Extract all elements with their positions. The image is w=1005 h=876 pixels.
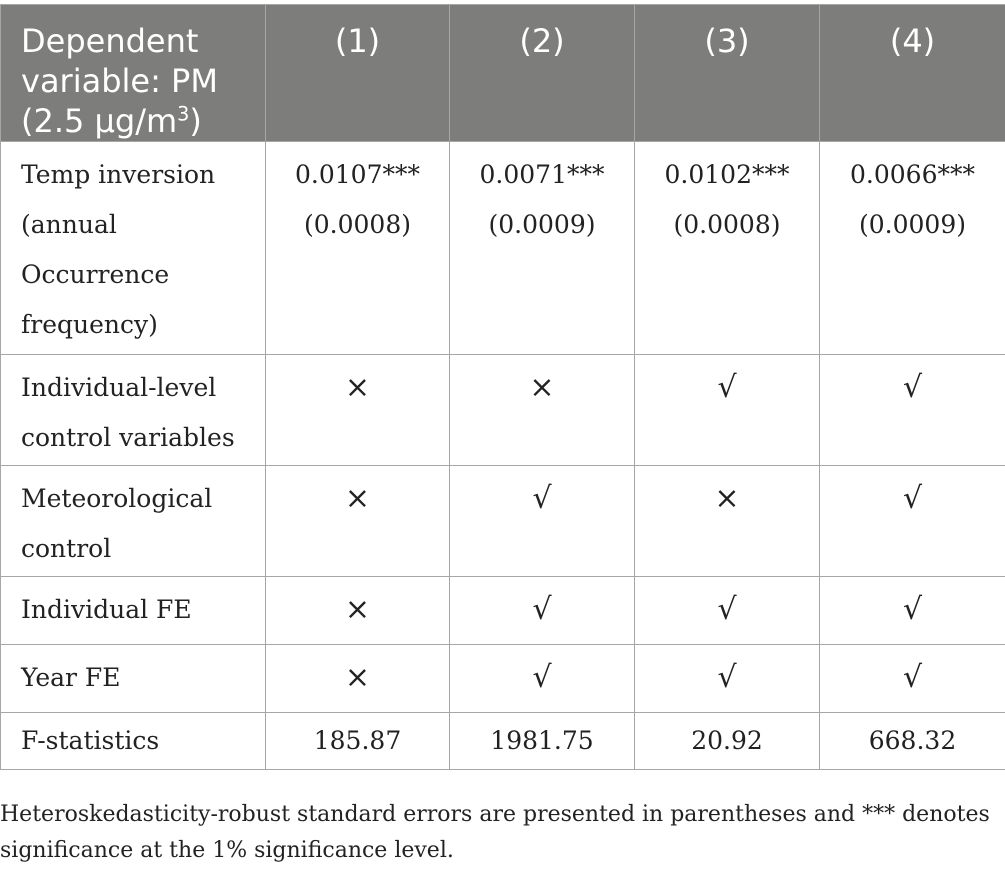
- header-label-superscript: 3: [177, 102, 190, 126]
- table-row-individual-controls: [1, 355, 1005, 466]
- cross-mark: ×: [344, 592, 371, 627]
- header-label-line: variable: PM: [21, 62, 218, 100]
- standard-error-value: (0.0008): [673, 210, 781, 239]
- row-label: [1, 355, 266, 466]
- table-row-individual-fe: [1, 577, 1005, 645]
- cross-mark: ×: [529, 370, 555, 405]
- table-row-meteorological-control: [1, 466, 1005, 577]
- indicator-cell: [266, 577, 450, 645]
- coefficient-value: 0.0102***: [664, 160, 790, 189]
- header-label-line: (2.5 μg/m: [21, 102, 178, 140]
- row-label: Year FE: [1, 645, 266, 713]
- check-mark: √: [532, 660, 552, 695]
- row-label: Individual FE: [1, 577, 266, 645]
- regression-table: [0, 4, 1005, 770]
- coefficient-value: 0.0066***: [850, 160, 975, 189]
- header-label-line: ): [189, 102, 202, 140]
- column-header-4: (4): [820, 5, 1005, 142]
- indicator-cell: [450, 466, 635, 577]
- header-label-line: Dependent: [21, 22, 199, 60]
- indicator-cell: [266, 355, 450, 466]
- column-header-3: (3): [635, 5, 820, 142]
- indicator-cell: [450, 645, 635, 713]
- indicator-cell: [820, 577, 1005, 645]
- indicator-cell: [635, 577, 820, 645]
- header-dependent-variable: [1, 5, 266, 142]
- f-statistic-value: 1981.75: [450, 713, 635, 770]
- check-mark: √: [902, 660, 923, 695]
- table-row-temp-inversion: [1, 142, 1005, 355]
- row-label: F-statistics: [1, 713, 266, 770]
- coefficient-cell: [450, 142, 635, 355]
- check-mark: √: [902, 592, 923, 627]
- row-label-line: control: [21, 534, 112, 563]
- column-header-1: (1): [266, 5, 450, 142]
- indicator-cell: [266, 466, 450, 577]
- row-label-line: control variables: [21, 423, 235, 452]
- coefficient-value: 0.0071***: [479, 160, 605, 189]
- cross-mark: ×: [344, 370, 371, 405]
- row-label-line: Individual-level: [21, 373, 217, 402]
- row-label-line: Temp inversion: [21, 160, 216, 189]
- standard-error-value: (0.0009): [859, 210, 966, 239]
- row-label-line: Occurrence: [21, 260, 170, 289]
- cross-mark: ×: [344, 660, 371, 695]
- row-label-line: frequency): [21, 310, 158, 339]
- check-mark: √: [717, 370, 737, 405]
- f-statistic-value: 20.92: [635, 713, 820, 770]
- indicator-cell: [266, 645, 450, 713]
- table-row-year-fe: [1, 645, 1005, 713]
- check-mark: √: [717, 592, 737, 627]
- coefficient-value: 0.0107***: [295, 160, 420, 189]
- indicator-cell: [635, 466, 820, 577]
- check-mark: √: [532, 481, 552, 516]
- row-label-line: (annual: [21, 210, 117, 239]
- table-footnote: [0, 797, 1000, 869]
- check-mark: √: [717, 660, 737, 695]
- indicator-cell: [635, 355, 820, 466]
- coefficient-cell: [820, 142, 1005, 355]
- standard-error-value: (0.0009): [488, 210, 596, 239]
- f-statistic-value: 668.32: [820, 713, 1005, 770]
- cross-mark: ×: [344, 481, 371, 516]
- indicator-cell: [820, 645, 1005, 713]
- check-mark: √: [902, 481, 923, 516]
- cross-mark: ×: [714, 481, 740, 516]
- indicator-cell: [450, 355, 635, 466]
- row-label: [1, 142, 266, 355]
- indicator-cell: [820, 355, 1005, 466]
- footnote-line: Heteroskedasticity-robust standard errors are presented in parentheses and *** denotes: [0, 802, 990, 827]
- column-header-2: (2): [450, 5, 635, 142]
- row-label: [1, 466, 266, 577]
- table-row-f-statistics: [1, 713, 1005, 770]
- coefficient-cell: [266, 142, 450, 355]
- row-label-line: Meteorological: [21, 484, 213, 513]
- check-mark: √: [902, 370, 923, 405]
- header-row: [1, 5, 1005, 142]
- coefficient-cell: [635, 142, 820, 355]
- indicator-cell: [635, 645, 820, 713]
- footnote-line: significance at the 1% significance level.: [0, 838, 454, 863]
- standard-error-value: (0.0008): [304, 210, 411, 239]
- f-statistic-value: 185.87: [266, 713, 450, 770]
- indicator-cell: [450, 577, 635, 645]
- check-mark: √: [532, 592, 552, 627]
- indicator-cell: [820, 466, 1005, 577]
